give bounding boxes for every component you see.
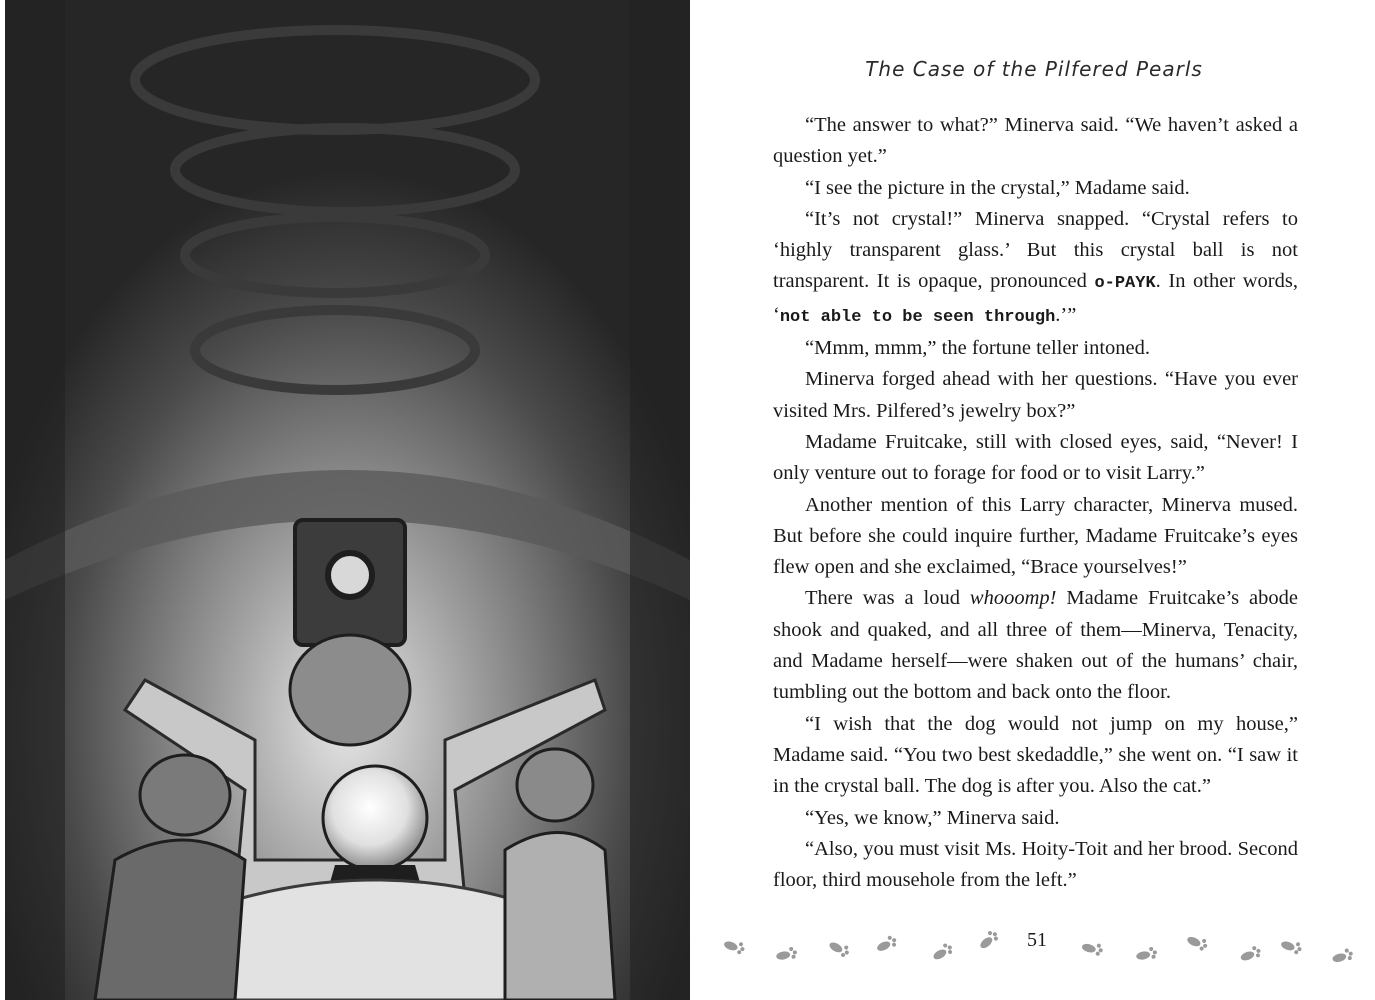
fortune-teller-mouse [290,635,410,745]
text-run: “Mmm, mmm,” the fortune teller intoned. [805,337,1150,360]
paragraph [773,364,1298,427]
paragraph [773,204,1298,333]
mouse-footprint-icon [927,939,957,964]
text-run: “Also, you must visit Ms. Hoity-Toit and her brood. Second floor, third mousehole from the left.” [773,837,1298,892]
mouse-footprint-icon [772,945,800,963]
text-run: “It’s not crystal!” Minerva snapped. “Crystal refers to ‘highly transparent glass.’ But this crystal ball is not transparent. It is opaque, pronounced [773,207,1298,293]
hat-jewel [328,553,372,597]
text-run: Minerva forged ahead with her questions. “Have you ever visited Mrs. Pilfered’s jewelry box?” [773,368,1298,422]
text-run: . In other words, ‘ [773,270,1298,326]
paragraph [773,583,1298,708]
page-number: 51 [1027,929,1047,951]
mouse-footprint-icon [824,935,854,960]
paragraph [773,490,1298,584]
monospace-term: not able to be seen through [779,307,1056,327]
mouse-footprint-icon [1182,930,1211,954]
text-run: Madame Fruitcake’s abode shook and quaked, and all three of them—Minerva, Tenacity, and Madame herself—were shaken out of the humans’ chair, tumbling out the bottom and back onto the floor. [773,587,1298,704]
paragraph [773,110,1298,173]
illustration-svg [5,0,690,1000]
running-head: The Case of the Pilfered Pearls [865,57,1203,81]
text-run: Another mention of this Larry character, Minerva mused. But before she could inquire further, Madame Fruitcake’s eyes flew open and she exclaimed, “Brace yourselves!” [773,493,1298,579]
text-run: “I see the picture in the crystal,” Madame said. [805,176,1190,199]
paragraph [773,709,1298,803]
left-curtain [5,0,65,1000]
text-run: Madame Fruitcake, still with closed eyes, said, “Never! I only venture out to forage for food or to visit Larry.” [773,430,1298,485]
fortune-teller-illustration [5,0,690,1000]
body-text [773,110,1298,896]
minerva-body [95,840,245,1000]
text-run: “The answer to what?” Minerva said. “We haven’t asked a question yet.” [773,114,1298,168]
monospace-term: o-PAYK [1094,274,1156,294]
text-page [693,0,1375,1000]
text-run: “Yes, we know,” Minerva said. [805,806,1060,829]
text-run: There was a loud [805,587,970,610]
mouse-footprint-icon [1078,938,1107,958]
mouse-footprint-icon [719,935,748,957]
mouse-footprint-icon [871,932,900,956]
table-cloth [205,880,545,1000]
mouse-footprint-icon [1235,943,1264,965]
mouse-footprint-icon [974,926,1003,953]
page-footer [693,929,1375,969]
paragraph [773,834,1298,897]
paragraph [773,803,1298,834]
crystal-ball [323,766,427,870]
text-run: .’” [1055,303,1077,326]
text-run: “I wish that the dog would not jump on my house,” Madame said. “You two best skedaddle,” she went on. “I saw it in the crystal ball. The dog is after you. Also the cat.” [773,712,1298,798]
paragraph [773,427,1298,490]
mouse-footprint-icon [1276,935,1305,957]
tenacity-mouse [517,749,593,821]
italic-text: whooomp! [969,587,1057,610]
minerva-mouse [140,755,230,835]
paragraph [773,173,1298,204]
right-curtain [630,0,690,1000]
paragraph [773,333,1298,364]
tenacity-body [505,833,615,1000]
mouse-footprint-icon [1132,945,1160,963]
mouse-footprint-icon [1328,946,1357,966]
